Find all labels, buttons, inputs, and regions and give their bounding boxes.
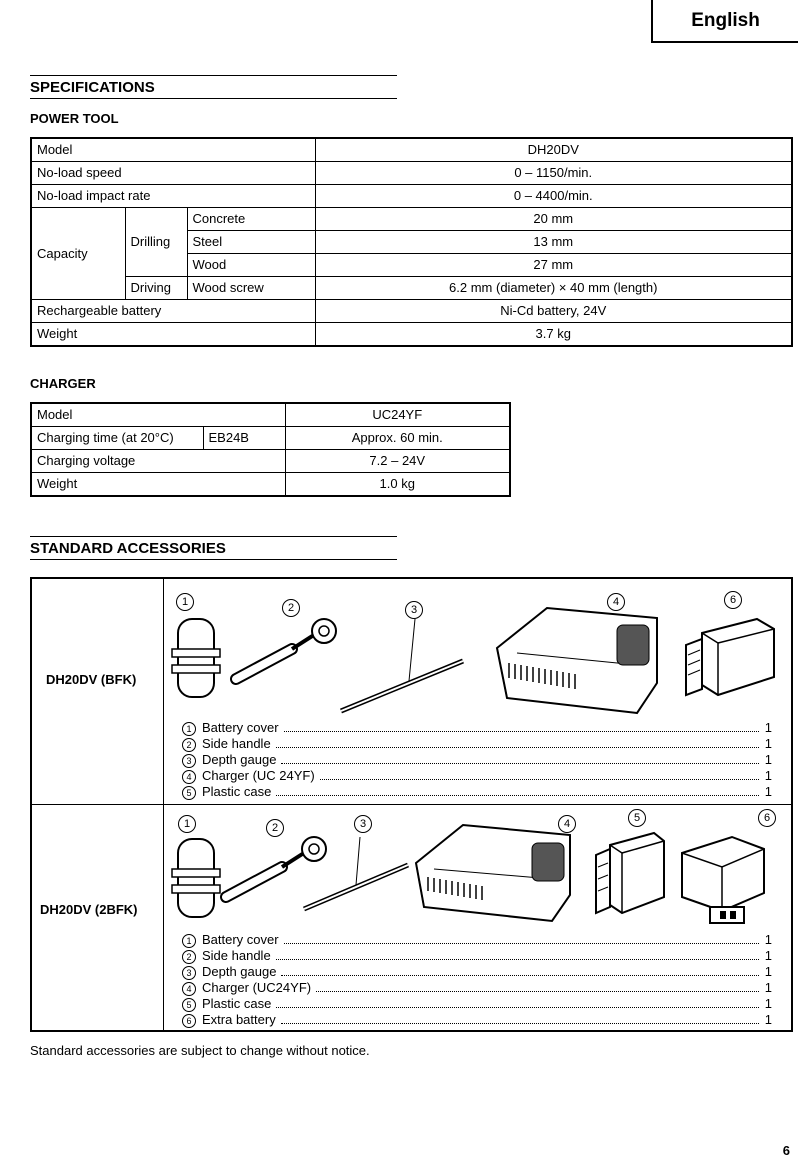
item-number: 6 [182, 1014, 196, 1028]
list-item [182, 948, 772, 964]
item-number: 4 [182, 770, 196, 784]
plastic-case-icon [682, 615, 777, 700]
list-item [182, 720, 772, 736]
impact-label: No-load impact rate [31, 185, 315, 208]
item-number: 1 [182, 934, 196, 948]
item-label: Side handle [202, 948, 271, 963]
specifications-title: SPECIFICATIONS [30, 75, 397, 99]
impact-value: 0 – 4400/min. [315, 185, 792, 208]
accessories-title: STANDARD ACCESSORIES [30, 536, 397, 560]
list-item [182, 996, 772, 1012]
item-number: 5 [182, 786, 196, 800]
driving-label: Driving [125, 277, 187, 300]
model-value: DH20DV [315, 138, 792, 162]
table-row [31, 323, 792, 347]
battery-cover-icon [172, 837, 220, 919]
concrete-label: Concrete [187, 208, 315, 231]
plastic-case-icon [592, 829, 667, 919]
extra-battery-icon [672, 827, 772, 927]
list-item [182, 932, 772, 948]
item-number: 2 [182, 950, 196, 964]
item-label: Charger (UC24YF) [202, 980, 312, 995]
power-tool-table [30, 137, 793, 347]
charger-icon [487, 593, 667, 718]
charger-title: CHARGER [30, 376, 96, 391]
row-divider [32, 804, 791, 805]
weight-value: 3.7 kg [315, 323, 792, 347]
model-bfk-label: DH20DV (BFK) [46, 672, 137, 687]
callout-1: 1 [176, 593, 194, 611]
battery-cover-icon [172, 617, 220, 699]
callout-4: 4 [607, 593, 625, 611]
model-2bfk-label: DH20DV (2BFK) [40, 902, 138, 917]
charging-time-label: Charging time (at 20°C) [31, 427, 203, 450]
charging-voltage-value: 7.2 – 24V [285, 450, 510, 473]
callout-4: 4 [558, 815, 576, 833]
depth-gauge-icon [302, 837, 412, 912]
charger-weight-value: 1.0 kg [285, 473, 510, 497]
callout-3: 3 [354, 815, 372, 833]
charger-table [30, 402, 511, 497]
battery-label: Rechargeable battery [31, 300, 315, 323]
table-row [31, 473, 510, 497]
item-number: 4 [182, 982, 196, 996]
wood-label: Wood [187, 254, 315, 277]
item-label: Battery cover [202, 932, 279, 947]
capacity-label: Capacity [31, 208, 125, 300]
table-row [31, 185, 792, 208]
callout-6: 6 [758, 809, 776, 827]
item-number: 1 [182, 722, 196, 736]
item-label: Battery cover [202, 720, 279, 735]
weight-label: Weight [31, 323, 315, 347]
speed-value: 0 – 1150/min. [315, 162, 792, 185]
item-qty: 1 [764, 720, 772, 735]
depth-gauge-icon [337, 619, 467, 714]
list-item [182, 736, 772, 752]
item-number: 2 [182, 738, 196, 752]
battery-value: Ni-Cd battery, 24V [315, 300, 792, 323]
item-label: Depth gauge [202, 964, 277, 979]
list-item [182, 964, 772, 980]
charger-model-label: Model [31, 403, 285, 427]
charger-icon [408, 815, 578, 925]
concrete-value: 20 mm [315, 208, 792, 231]
screw-label: Wood screw [187, 277, 315, 300]
table-row [31, 403, 510, 427]
steel-value: 13 mm [315, 231, 792, 254]
charging-time-value: Approx. 60 min. [285, 427, 510, 450]
table-row [31, 300, 792, 323]
speed-label: No-load speed [31, 162, 315, 185]
bfk2-item-list [182, 932, 772, 1028]
table-row [31, 427, 510, 450]
item-label: Plastic case [202, 784, 272, 799]
table-row [31, 277, 792, 300]
item-qty: 1 [764, 784, 772, 799]
item-number: 3 [182, 966, 196, 980]
list-item [182, 768, 772, 784]
item-qty: 1 [764, 768, 772, 783]
model-label: Model [31, 138, 315, 162]
charger-model-value: UC24YF [285, 403, 510, 427]
callout-6: 6 [724, 591, 742, 609]
callout-5: 5 [628, 809, 646, 827]
page-number: 6 [782, 1143, 790, 1158]
language-tab: English [651, 0, 798, 43]
charging-time-battery: EB24B [203, 427, 285, 450]
item-number: 3 [182, 754, 196, 768]
table-row [31, 208, 792, 231]
item-label: Plastic case [202, 996, 272, 1011]
accessories-note: Standard accessories are subject to change without notice. [30, 1043, 370, 1058]
charger-weight-label: Weight [31, 473, 285, 497]
item-label: Depth gauge [202, 752, 277, 767]
table-row [31, 450, 510, 473]
table-row [31, 162, 792, 185]
steel-label: Steel [187, 231, 315, 254]
item-number: 5 [182, 998, 196, 1012]
accessories-box [30, 577, 793, 1032]
callout-1: 1 [178, 815, 196, 833]
item-qty: 1 [764, 948, 772, 963]
item-qty: 1 [764, 932, 772, 947]
charging-voltage-label: Charging voltage [31, 450, 285, 473]
screw-value: 6.2 mm (diameter) × 40 mm (length) [315, 277, 792, 300]
callout-2: 2 [282, 599, 300, 617]
side-handle-icon [232, 617, 342, 687]
item-qty: 1 [764, 1012, 772, 1027]
item-label: Charger (UC 24YF) [202, 768, 315, 783]
item-label: Side handle [202, 736, 271, 751]
list-item [182, 980, 772, 996]
item-qty: 1 [764, 752, 772, 767]
bfk-item-list [182, 720, 772, 800]
item-qty: 1 [764, 736, 772, 751]
list-item [182, 784, 772, 800]
drilling-label: Drilling [125, 208, 187, 277]
callout-3: 3 [405, 601, 423, 619]
power-tool-title: POWER TOOL [30, 111, 119, 126]
item-qty: 1 [764, 964, 772, 979]
list-item [182, 1012, 772, 1028]
item-qty: 1 [764, 996, 772, 1011]
item-qty: 1 [764, 980, 772, 995]
list-item [182, 752, 772, 768]
wood-value: 27 mm [315, 254, 792, 277]
callout-2: 2 [266, 819, 284, 837]
item-label: Extra battery [202, 1012, 276, 1027]
table-row [31, 138, 792, 162]
